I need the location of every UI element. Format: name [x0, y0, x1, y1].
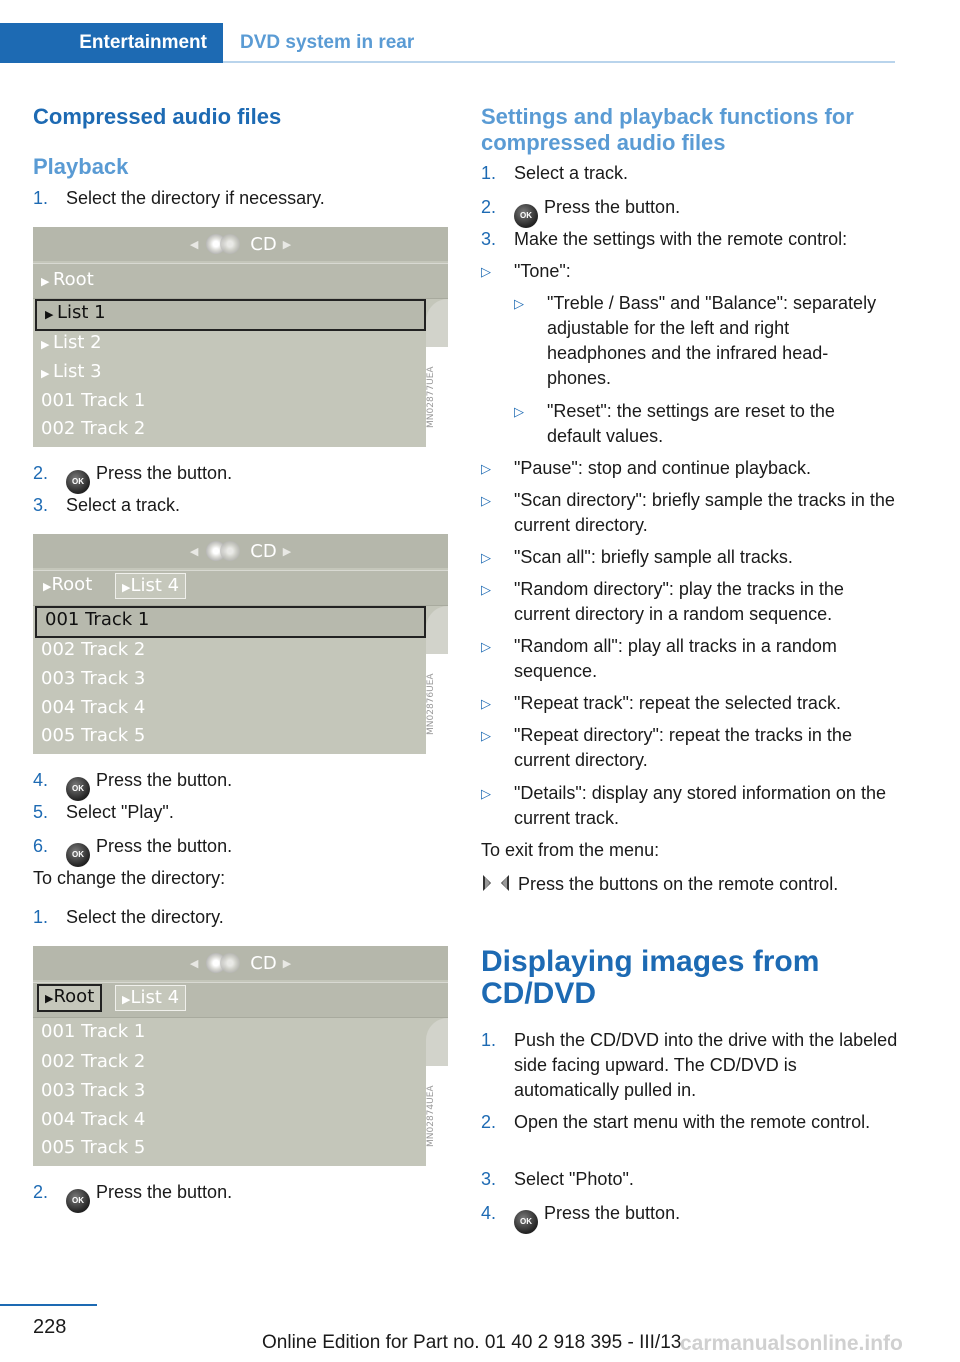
arrow-right-icon: ▶: [41, 338, 53, 351]
step-text: Select "Photo".: [514, 1169, 634, 1189]
disc-icon: [206, 539, 242, 563]
triangle-bullet-icon: ▷: [481, 639, 491, 654]
step-number: 2.: [481, 197, 497, 217]
arrow-right-icon: ▶: [282, 544, 292, 558]
step-number: 1.: [481, 163, 497, 183]
step-number: 2.: [33, 1182, 49, 1202]
watermark: carmanualsonline.info: [680, 1332, 903, 1355]
step-text: Press the button.: [96, 770, 233, 790]
step-number: 2.: [481, 1112, 497, 1132]
paragraph: To exit from the menu:: [481, 840, 660, 860]
disc-icon: [206, 232, 242, 256]
source-label: CD: [250, 952, 277, 974]
exit-text: Press the buttons on the remote control.: [518, 874, 839, 894]
ok-button-icon: OK: [514, 204, 538, 228]
paragraph: [481, 872, 899, 900]
step-text: Select the directory if necessary.: [66, 188, 325, 208]
ok-button-icon: OK: [66, 470, 90, 494]
arrow-left-icon: ◀: [189, 544, 199, 558]
screen-row-selected: ▶ List 1: [35, 299, 426, 331]
breadcrumb-list: ▶List 4: [115, 985, 186, 1011]
screen-row-selected: 001 Track 1: [35, 606, 426, 638]
step-text: Make the settings with the remote control:: [514, 229, 848, 249]
screen-row: 002 Track 2: [41, 639, 146, 660]
triangle-bullet-icon: ▷: [481, 550, 491, 565]
arrow-right-icon: ▶: [41, 275, 53, 288]
breadcrumb-root-selected: ▶Root: [37, 984, 102, 1012]
step-number: 4.: [481, 1203, 497, 1223]
step-number: 5.: [33, 802, 49, 822]
ok-button-icon: OK: [66, 843, 90, 867]
screen-row: ▶ Root: [41, 269, 94, 290]
screenshot-change-directory: [33, 946, 448, 1166]
step-text: Select the directory.: [66, 907, 224, 927]
footer-rule: [0, 1304, 97, 1306]
ok-button-icon: OK: [66, 777, 90, 801]
subsection-title: Settings and playback functions for compressed audio files: [481, 104, 854, 155]
figure-code: MN02876UEA: [426, 654, 448, 754]
section-title: Displaying images from CD/DVD: [481, 945, 820, 1010]
step-text: Open the start menu with the remote control.: [514, 1112, 871, 1132]
arrow-left-icon: ◀: [189, 956, 199, 970]
triangle-bullet-icon: ▷: [481, 493, 491, 508]
subsection-title: Playback: [33, 154, 129, 179]
step-number: 1.: [33, 188, 49, 208]
screen-row: 003 Track 3: [41, 1080, 146, 1101]
step-text: Select a track.: [514, 163, 629, 183]
ok-button-icon: OK: [514, 1210, 538, 1234]
page-number: 228: [33, 1316, 67, 1338]
step-text: Select "Play".: [66, 802, 174, 822]
breadcrumb-root: ▶Root: [43, 574, 93, 595]
screen-row: 002 Track 2: [41, 1051, 146, 1072]
screen-row: 002 Track 2: [41, 418, 146, 439]
step-text: Press the button.: [544, 197, 681, 217]
screen-row: 001 Track 1: [41, 1021, 146, 1042]
screenshot-track-list: [33, 534, 448, 754]
triangle-bullet-icon: ▷: [481, 728, 491, 743]
step-number: 3.: [481, 229, 497, 249]
screen-header: [33, 227, 448, 261]
tab-dvd-system-in-rear[interactable]: DVD system in rear: [240, 32, 415, 53]
screen-header: [33, 534, 448, 568]
source-label: CD: [250, 233, 277, 255]
tab-entertainment[interactable]: Entertainment: [0, 23, 223, 63]
step-number: 6.: [33, 836, 49, 856]
breadcrumb-list: ▶List 4: [115, 573, 186, 599]
step-text: Press the button.: [96, 836, 233, 856]
screen-header: [33, 946, 448, 980]
step-text: Press the button.: [544, 1203, 681, 1223]
step-number: 2.: [33, 463, 49, 483]
section-title: Compressed audio files: [33, 104, 282, 129]
triangle-bullet-icon: ▷: [481, 696, 491, 711]
triangle-bullet-icon: ▷: [514, 404, 524, 419]
screen-row: 005 Track 5: [41, 725, 146, 746]
triangle-bullet-icon: ▷: [514, 296, 524, 311]
arrow-right-icon: ▶: [282, 237, 292, 251]
header-tabbar: [0, 23, 895, 63]
screen-row: ▶ List 3: [41, 361, 102, 382]
sub-bullet-item: ▷ "Treble / Bass" and "Balance": separately adjustable for the left and right headphones and the infrared headphones.: [514, 293, 877, 388]
ok-button-icon: OK: [66, 1189, 90, 1213]
screen-row: ▶ List 2: [41, 332, 102, 353]
step-number: 4.: [33, 770, 49, 790]
screen-row: 003 Track 3: [41, 668, 146, 689]
screen-row: 004 Track 4: [41, 1109, 146, 1130]
step-number: 1.: [33, 907, 49, 927]
arrow-right-icon: ▶: [45, 308, 57, 321]
screen-row: 001 Track 1: [41, 390, 146, 411]
source-label: CD: [250, 540, 277, 562]
triangle-bullet-icon: ▷: [481, 786, 491, 801]
triangle-bullet-icon: ▷: [481, 264, 491, 279]
paragraph: To change the directory:: [33, 868, 226, 888]
step-number: 3.: [33, 495, 49, 515]
screen-row: 005 Track 5: [41, 1137, 146, 1158]
arrow-right-icon: ▶: [282, 956, 292, 970]
step-text: Press the button.: [96, 1182, 233, 1202]
step-number: 1.: [481, 1030, 497, 1050]
figure-code: MN02877UEA: [426, 347, 448, 447]
arrow-left-icon: ◀: [189, 237, 199, 251]
screenshot-directory-list: [33, 227, 448, 447]
screen-row: 004 Track 4: [41, 697, 146, 718]
triangle-bullet-icon: ▷: [481, 461, 491, 476]
step-text: Press the button.: [96, 463, 233, 483]
sub-bullet-item: ▷ "Reset": the settings are reset to the default values.: [514, 401, 835, 446]
step-text: Select a track.: [66, 495, 181, 515]
footer-edition: Online Edition for Part no. 01 40 2 918 395 - III/13: [262, 1332, 682, 1353]
remote-arrow-buttons-icon: [481, 873, 513, 900]
step-number: 3.: [481, 1169, 497, 1189]
step-text: Push the CD/DVD into the drive with the labeled side facing upward. The CD/DVD is automatically pulled in.: [514, 1030, 898, 1100]
arrow-right-icon: ▶: [41, 367, 53, 380]
disc-icon: [206, 951, 242, 975]
figure-code: MN02874UEA: [426, 1066, 448, 1166]
triangle-bullet-icon: ▷: [481, 582, 491, 597]
